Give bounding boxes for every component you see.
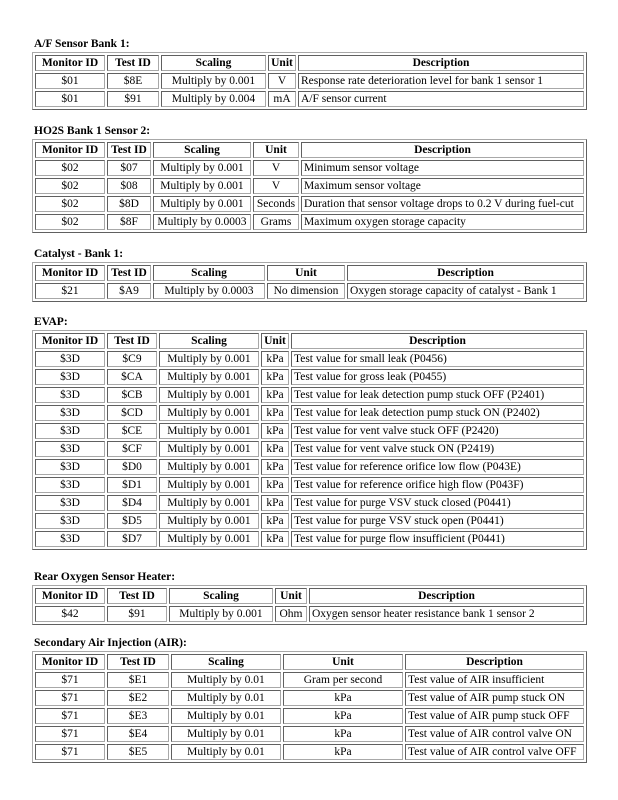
table-cell: kPa xyxy=(261,477,289,493)
table-section xyxy=(32,37,585,110)
table-cell: A/F sensor current xyxy=(298,91,584,107)
section-title: A/F Sensor Bank 1: xyxy=(34,38,130,50)
table-cell: V xyxy=(253,178,299,194)
table-cell: Multiply by 0.001 xyxy=(159,441,259,457)
table-cell: Multiply by 0.001 xyxy=(159,387,259,403)
table-cell: Test value for gross leak (P0455) xyxy=(291,369,584,385)
table-cell: Ohm xyxy=(275,606,307,622)
data-table xyxy=(32,585,587,625)
table-cell: No dimension xyxy=(267,283,345,299)
column-header: Scaling xyxy=(153,265,265,281)
table-cell: Multiply by 0.001 xyxy=(159,495,259,511)
table-cell: Multiply by 0.01 xyxy=(171,672,281,688)
table-cell: Oxygen storage capacity of catalyst - Bank 1 xyxy=(347,283,584,299)
table-cell: $91 xyxy=(107,91,159,107)
table-cell: $3D xyxy=(35,513,105,529)
table-cell: Test value of AIR control valve OFF xyxy=(405,744,584,760)
table-cell: $71 xyxy=(35,744,105,760)
table-cell: Maximum sensor voltage xyxy=(301,178,584,194)
table-cell: Minimum sensor voltage xyxy=(301,160,584,176)
table-cell: Multiply by 0.001 xyxy=(153,160,251,176)
table-cell: kPa xyxy=(261,441,289,457)
column-header: Test ID xyxy=(107,588,167,604)
table-cell: kPa xyxy=(261,423,289,439)
table-cell: Test value for purge VSV stuck closed (P0441) xyxy=(291,495,584,511)
table-row xyxy=(35,513,584,529)
table-cell: V xyxy=(253,160,299,176)
table-cell: $3D xyxy=(35,369,105,385)
table-cell: $02 xyxy=(35,178,105,194)
table-cell: kPa xyxy=(261,459,289,475)
column-header: Scaling xyxy=(153,142,251,158)
table-cell: Test value of AIR control valve ON xyxy=(405,726,584,742)
table-row xyxy=(35,726,584,742)
table-row xyxy=(35,160,584,176)
table-cell: Multiply by 0.001 xyxy=(159,531,259,547)
table-row xyxy=(35,405,584,421)
table-cell: $C9 xyxy=(107,351,157,367)
table-cell: Test value of AIR pump stuck OFF xyxy=(405,708,584,724)
table-cell: $D1 xyxy=(107,477,157,493)
column-header: Monitor ID xyxy=(35,142,105,158)
table-cell: $D7 xyxy=(107,531,157,547)
table-row xyxy=(35,423,584,439)
table-cell: $8E xyxy=(107,73,159,89)
table-cell: $3D xyxy=(35,495,105,511)
data-table xyxy=(32,262,587,302)
table-cell: Multiply by 0.0003 xyxy=(153,214,251,230)
table-cell: V xyxy=(268,73,296,89)
table-cell: $E5 xyxy=(107,744,169,760)
column-header: Description xyxy=(291,333,584,349)
table-cell: $D4 xyxy=(107,495,157,511)
table-cell: Test value of AIR pump stuck ON xyxy=(405,690,584,706)
data-table xyxy=(32,139,587,233)
table-cell: $3D xyxy=(35,531,105,547)
column-header: Monitor ID xyxy=(35,265,105,281)
table-row xyxy=(35,708,584,724)
table-cell: Gram per second xyxy=(283,672,403,688)
table-cell: $D5 xyxy=(107,513,157,529)
table-row xyxy=(35,690,584,706)
table-cell: $3D xyxy=(35,441,105,457)
column-header: Scaling xyxy=(169,588,273,604)
table-cell: Test value for vent valve stuck OFF (P2420) xyxy=(291,423,584,439)
column-header: Test ID xyxy=(107,333,157,349)
table-cell: Test value for reference orifice high flow (P043F) xyxy=(291,477,584,493)
table-cell: kPa xyxy=(261,531,289,547)
column-header: Scaling xyxy=(161,55,266,71)
column-header: Description xyxy=(309,588,584,604)
table-cell: $71 xyxy=(35,708,105,724)
table-cell: kPa xyxy=(261,351,289,367)
table-header-row xyxy=(35,588,584,604)
section-title: Rear Oxygen Sensor Heater: xyxy=(34,571,176,583)
table-cell: kPa xyxy=(283,726,403,742)
table-cell: $CD xyxy=(107,405,157,421)
table-cell: Maximum oxygen storage capacity xyxy=(301,214,584,230)
table-row xyxy=(35,178,584,194)
column-header: Test ID xyxy=(107,142,151,158)
table-row xyxy=(35,283,584,299)
table-section xyxy=(32,570,585,625)
table-cell: $02 xyxy=(35,196,105,212)
table-cell: $71 xyxy=(35,726,105,742)
table-cell: Test value for purge flow insufficient (P0441) xyxy=(291,531,584,547)
column-header: Unit xyxy=(283,654,403,670)
column-header: Monitor ID xyxy=(35,654,105,670)
table-cell: Duration that sensor voltage drops to 0.2 V during fuel-cut xyxy=(301,196,584,212)
table-cell: $D0 xyxy=(107,459,157,475)
table-cell: $71 xyxy=(35,672,105,688)
table-row xyxy=(35,196,584,212)
table-row xyxy=(35,477,584,493)
table-header-row xyxy=(35,265,584,281)
table-section xyxy=(32,247,585,302)
table-cell: Multiply by 0.01 xyxy=(171,744,281,760)
table-row xyxy=(35,73,584,89)
table-cell: kPa xyxy=(283,690,403,706)
table-row xyxy=(35,441,584,457)
section-title: Catalyst - Bank 1: xyxy=(34,248,124,260)
table-cell: $01 xyxy=(35,91,105,107)
table-cell: kPa xyxy=(261,387,289,403)
table-cell: $3D xyxy=(35,423,105,439)
table-row xyxy=(35,214,584,230)
table-header-row xyxy=(35,333,584,349)
table-cell: Multiply by 0.01 xyxy=(171,690,281,706)
table-cell: $3D xyxy=(35,405,105,421)
table-cell: $E4 xyxy=(107,726,169,742)
table-section xyxy=(32,124,585,233)
table-cell: Multiply by 0.004 xyxy=(161,91,266,107)
data-table xyxy=(32,52,587,110)
column-header: Description xyxy=(405,654,584,670)
table-cell: Multiply by 0.01 xyxy=(171,726,281,742)
table-cell: $CE xyxy=(107,423,157,439)
table-cell: $3D xyxy=(35,459,105,475)
table-cell: Multiply by 0.001 xyxy=(159,405,259,421)
table-cell: Test value for small leak (P0456) xyxy=(291,351,584,367)
table-header-row xyxy=(35,55,584,71)
table-header-row xyxy=(35,654,584,670)
column-header: Unit xyxy=(268,55,296,71)
table-cell: kPa xyxy=(261,495,289,511)
table-cell: $21 xyxy=(35,283,105,299)
table-cell: Test value for purge VSV stuck open (P0441) xyxy=(291,513,584,529)
table-cell: Multiply by 0.001 xyxy=(153,178,251,194)
table-cell: $3D xyxy=(35,387,105,403)
table-cell: $07 xyxy=(107,160,151,176)
table-row xyxy=(35,459,584,475)
column-header: Unit xyxy=(275,588,307,604)
table-cell: Seconds xyxy=(253,196,299,212)
table-row xyxy=(35,91,584,107)
table-cell: $08 xyxy=(107,178,151,194)
column-header: Description xyxy=(301,142,584,158)
data-table xyxy=(32,651,587,763)
column-header: Scaling xyxy=(171,654,281,670)
table-row xyxy=(35,606,584,622)
table-cell: $71 xyxy=(35,690,105,706)
table-cell: $3D xyxy=(35,351,105,367)
table-cell: Multiply by 0.001 xyxy=(169,606,273,622)
table-cell: Test value for leak detection pump stuck OFF (P2401) xyxy=(291,387,584,403)
table-cell: $E2 xyxy=(107,690,169,706)
table-cell: $91 xyxy=(107,606,167,622)
table-section xyxy=(32,315,585,550)
table-cell: Multiply by 0.0003 xyxy=(153,283,265,299)
table-header-row xyxy=(35,142,584,158)
table-cell: Multiply by 0.01 xyxy=(171,708,281,724)
table-cell: Multiply by 0.001 xyxy=(159,477,259,493)
column-header: Scaling xyxy=(159,333,259,349)
table-cell: Response rate deterioration level for bank 1 sensor 1 xyxy=(298,73,584,89)
table-cell: $E3 xyxy=(107,708,169,724)
table-cell: $CA xyxy=(107,369,157,385)
table-cell: kPa xyxy=(283,708,403,724)
column-header: Description xyxy=(298,55,584,71)
table-cell: Oxygen sensor heater resistance bank 1 sensor 2 xyxy=(309,606,584,622)
table-cell: kPa xyxy=(283,744,403,760)
table-row xyxy=(35,531,584,547)
table-row xyxy=(35,369,584,385)
table-section xyxy=(32,636,585,763)
table-cell: $8D xyxy=(107,196,151,212)
table-cell: kPa xyxy=(261,405,289,421)
column-header: Monitor ID xyxy=(35,588,105,604)
column-header: Unit xyxy=(267,265,345,281)
table-cell: $8F xyxy=(107,214,151,230)
table-cell: Multiply by 0.001 xyxy=(161,73,266,89)
table-cell: Test value of AIR insufficient xyxy=(405,672,584,688)
column-header: Unit xyxy=(253,142,299,158)
table-cell: $A9 xyxy=(107,283,151,299)
table-cell: mA xyxy=(268,91,296,107)
table-cell: $02 xyxy=(35,214,105,230)
table-cell: $E1 xyxy=(107,672,169,688)
column-header: Test ID xyxy=(107,55,159,71)
table-row xyxy=(35,351,584,367)
table-cell: Multiply by 0.001 xyxy=(159,459,259,475)
table-row xyxy=(35,672,584,688)
column-header: Description xyxy=(347,265,584,281)
table-cell: Test value for reference orifice low flow (P043E) xyxy=(291,459,584,475)
table-cell: Multiply by 0.001 xyxy=(159,351,259,367)
section-title: HO2S Bank 1 Sensor 2: xyxy=(34,125,151,137)
table-cell: Multiply by 0.001 xyxy=(153,196,251,212)
table-cell: Test value for vent valve stuck ON (P2419) xyxy=(291,441,584,457)
section-title: Secondary Air Injection (AIR): xyxy=(34,637,187,649)
table-cell: $42 xyxy=(35,606,105,622)
table-cell: $CB xyxy=(107,387,157,403)
column-header: Test ID xyxy=(107,654,169,670)
table-cell: Multiply by 0.001 xyxy=(159,423,259,439)
table-cell: kPa xyxy=(261,513,289,529)
column-header: Monitor ID xyxy=(35,55,105,71)
table-cell: $01 xyxy=(35,73,105,89)
table-cell: $CF xyxy=(107,441,157,457)
table-cell: kPa xyxy=(261,369,289,385)
table-cell: Multiply by 0.001 xyxy=(159,513,259,529)
table-cell: Grams xyxy=(253,214,299,230)
data-table xyxy=(32,330,587,550)
table-cell: $02 xyxy=(35,160,105,176)
column-header: Test ID xyxy=(107,265,151,281)
table-cell: $3D xyxy=(35,477,105,493)
column-header: Monitor ID xyxy=(35,333,105,349)
column-header: Unit xyxy=(261,333,289,349)
table-row xyxy=(35,744,584,760)
table-cell: Test value for leak detection pump stuck ON (P2402) xyxy=(291,405,584,421)
table-cell: Multiply by 0.001 xyxy=(159,369,259,385)
section-title: EVAP: xyxy=(34,316,68,328)
table-row xyxy=(35,495,584,511)
table-row xyxy=(35,387,584,403)
